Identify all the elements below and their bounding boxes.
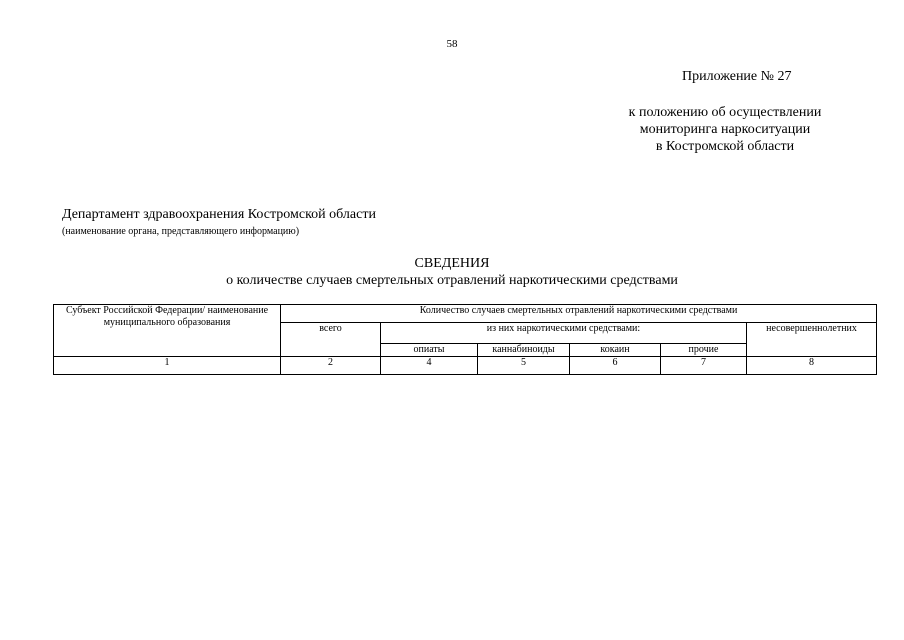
department-name: Департамент здравоохранения Костромской области (62, 207, 376, 222)
department-caption: (наименование органа, представляющего информацию) (62, 226, 300, 237)
header-cannabinoids: каннабиноиды (478, 344, 570, 357)
document-title: СВЕДЕНИЯ (414, 256, 490, 271)
appendix-reference (600, 104, 850, 155)
report-table (53, 304, 877, 375)
header-other: прочие (661, 344, 747, 357)
header-count-group: Количество случаев смертельных отравлений наркотическими средствами (281, 305, 877, 323)
header-subject: Субъект Российской Федерации/ наименование муниципального образования (54, 305, 281, 357)
table-number-row (54, 357, 877, 375)
appendix-line-1: к положению об осуществлении (628, 105, 822, 120)
column-number: 5 (478, 357, 570, 375)
table-header-row-1 (54, 305, 877, 323)
header-minors: несовершеннолетних (747, 323, 877, 357)
column-number: 4 (381, 357, 478, 375)
appendix-line-3: в Костромской области (655, 139, 795, 154)
column-number: 8 (747, 357, 877, 375)
header-cocaine: кокаин (570, 344, 661, 357)
appendix-title: Приложение № 27 (682, 69, 792, 84)
header-opiates: опиаты (381, 344, 478, 357)
header-total: всего (281, 323, 381, 357)
column-number: 7 (661, 357, 747, 375)
column-number: 2 (281, 357, 381, 375)
column-number: 6 (570, 357, 661, 375)
page-number: 58 (446, 38, 458, 50)
header-of-them-group: из них наркотическими средствами: (381, 323, 747, 344)
appendix-line-2: мониторинга наркоситуации (639, 122, 811, 137)
column-number: 1 (54, 357, 281, 375)
document-subtitle: о количестве случаев смертельных отравлений наркотическими средствами (226, 273, 678, 288)
